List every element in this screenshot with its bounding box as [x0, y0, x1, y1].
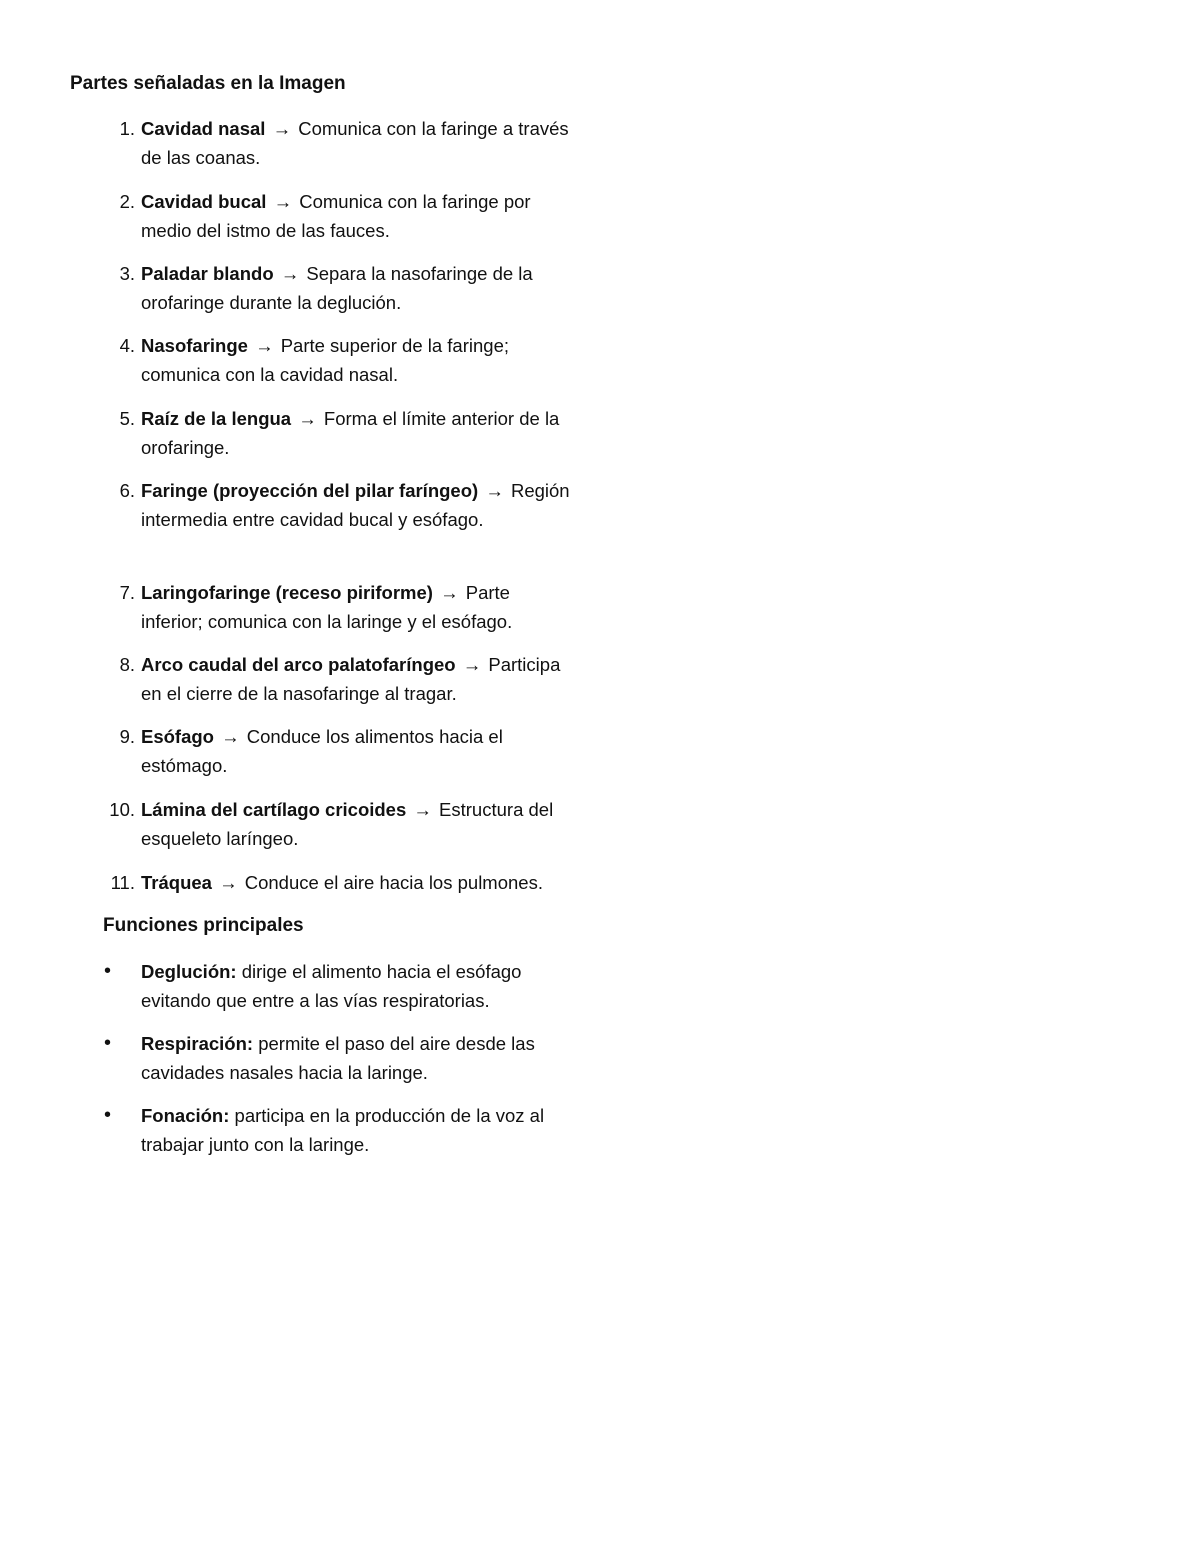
item-number: 7.	[119, 582, 135, 603]
item-term: Laringofaringe (receso piriforme)	[141, 582, 433, 603]
item-term: Esófago	[141, 726, 214, 747]
item-description: Comunica con la faringe por medio del istmo de las fauces.	[141, 191, 531, 241]
item-description: Estructura del esqueleto laríngeo.	[141, 799, 554, 849]
item-description: dirige el alimento hacia el esófago evitando que entre a las vías respiratorias.	[141, 961, 522, 1011]
item-number: 5.	[119, 408, 135, 429]
item-description: Parte inferior; comunica con la laringe y el esófago.	[141, 582, 513, 632]
arrow-icon: →	[440, 582, 459, 603]
list-item	[119, 722, 571, 780]
item-number: 9.	[119, 726, 135, 747]
arrow-icon: →	[272, 118, 292, 139]
arrow-icon: →	[462, 654, 482, 675]
item-number: 11.	[110, 872, 135, 893]
item-number: 4.	[119, 335, 135, 356]
bullet-item	[104, 1101, 571, 1159]
arrow-icon: →	[413, 799, 432, 820]
list-item	[119, 114, 571, 172]
arrow-icon: →	[280, 263, 300, 284]
list-item	[119, 404, 571, 462]
item-description: Región intermedia entre cavidad bucal y esófago.	[141, 480, 570, 530]
bullet-icon: •	[104, 1104, 112, 1126]
item-term: Tráquea	[141, 872, 212, 893]
list-item	[110, 868, 571, 897]
item-term: Fonación:	[141, 1105, 230, 1126]
item-term: Cavidad nasal	[141, 118, 266, 139]
item-number: 10.	[109, 799, 135, 820]
list-item	[119, 650, 571, 708]
item-description: Conduce el aire hacia los pulmones.	[244, 872, 543, 893]
item-description: Forma el límite anterior de la orofaringe.	[141, 408, 560, 458]
item-description: Parte superior de la faringe; comunica con la cavidad nasal.	[141, 335, 509, 385]
item-term: Lámina del cartílago cricoides	[141, 799, 407, 820]
list-item	[109, 795, 571, 853]
item-term: Arco caudal del arco palatofaríngeo	[141, 654, 456, 675]
section-title-partes: Partes señaladas en la Imagen	[70, 73, 346, 94]
list-item	[119, 331, 571, 389]
item-term: Respiración:	[141, 1033, 254, 1054]
item-number: 2.	[119, 191, 135, 212]
item-term: Nasofaringe	[141, 335, 248, 356]
item-description: Conduce los alimentos hacia el estómago.	[141, 726, 503, 776]
arrow-icon: →	[485, 480, 504, 501]
item-term: Cavidad bucal	[141, 191, 267, 212]
list-item	[119, 187, 571, 245]
item-description: permite el paso del aire desde las cavidades nasales hacia la laringe.	[141, 1033, 535, 1083]
arrow-icon: →	[255, 335, 274, 356]
item-description: Participa en el cierre de la nasofaringe al tragar.	[141, 654, 561, 704]
item-number: 8.	[119, 654, 135, 675]
item-description: Comunica con la faringe a través de las coanas.	[141, 118, 569, 168]
arrow-icon: →	[298, 408, 317, 429]
item-term: Deglución:	[141, 961, 237, 982]
item-number: 3.	[119, 263, 135, 284]
list-item	[119, 476, 571, 534]
bullet-item	[104, 957, 571, 1015]
arrow-icon: →	[219, 872, 238, 893]
item-description: Separa la nasofaringe de la orofaringe durante la deglución.	[141, 263, 533, 313]
list-item	[119, 578, 571, 636]
bullet-icon: •	[104, 960, 112, 982]
item-number: 6.	[119, 480, 135, 501]
arrow-icon: →	[273, 191, 293, 212]
section-title-funciones: Funciones principales	[103, 915, 304, 936]
item-number: 1.	[119, 118, 135, 139]
bullet-icon: •	[104, 1032, 112, 1054]
bullet-item	[104, 1029, 571, 1087]
item-description: participa en la producción de la voz al trabajar junto con la laringe.	[141, 1105, 545, 1155]
arrow-icon: →	[221, 726, 240, 747]
item-term: Faringe (proyección del pilar faríngeo)	[141, 480, 479, 501]
item-term: Raíz de la lengua	[141, 408, 292, 429]
item-term: Paladar blando	[141, 263, 274, 284]
list-item	[119, 259, 571, 317]
